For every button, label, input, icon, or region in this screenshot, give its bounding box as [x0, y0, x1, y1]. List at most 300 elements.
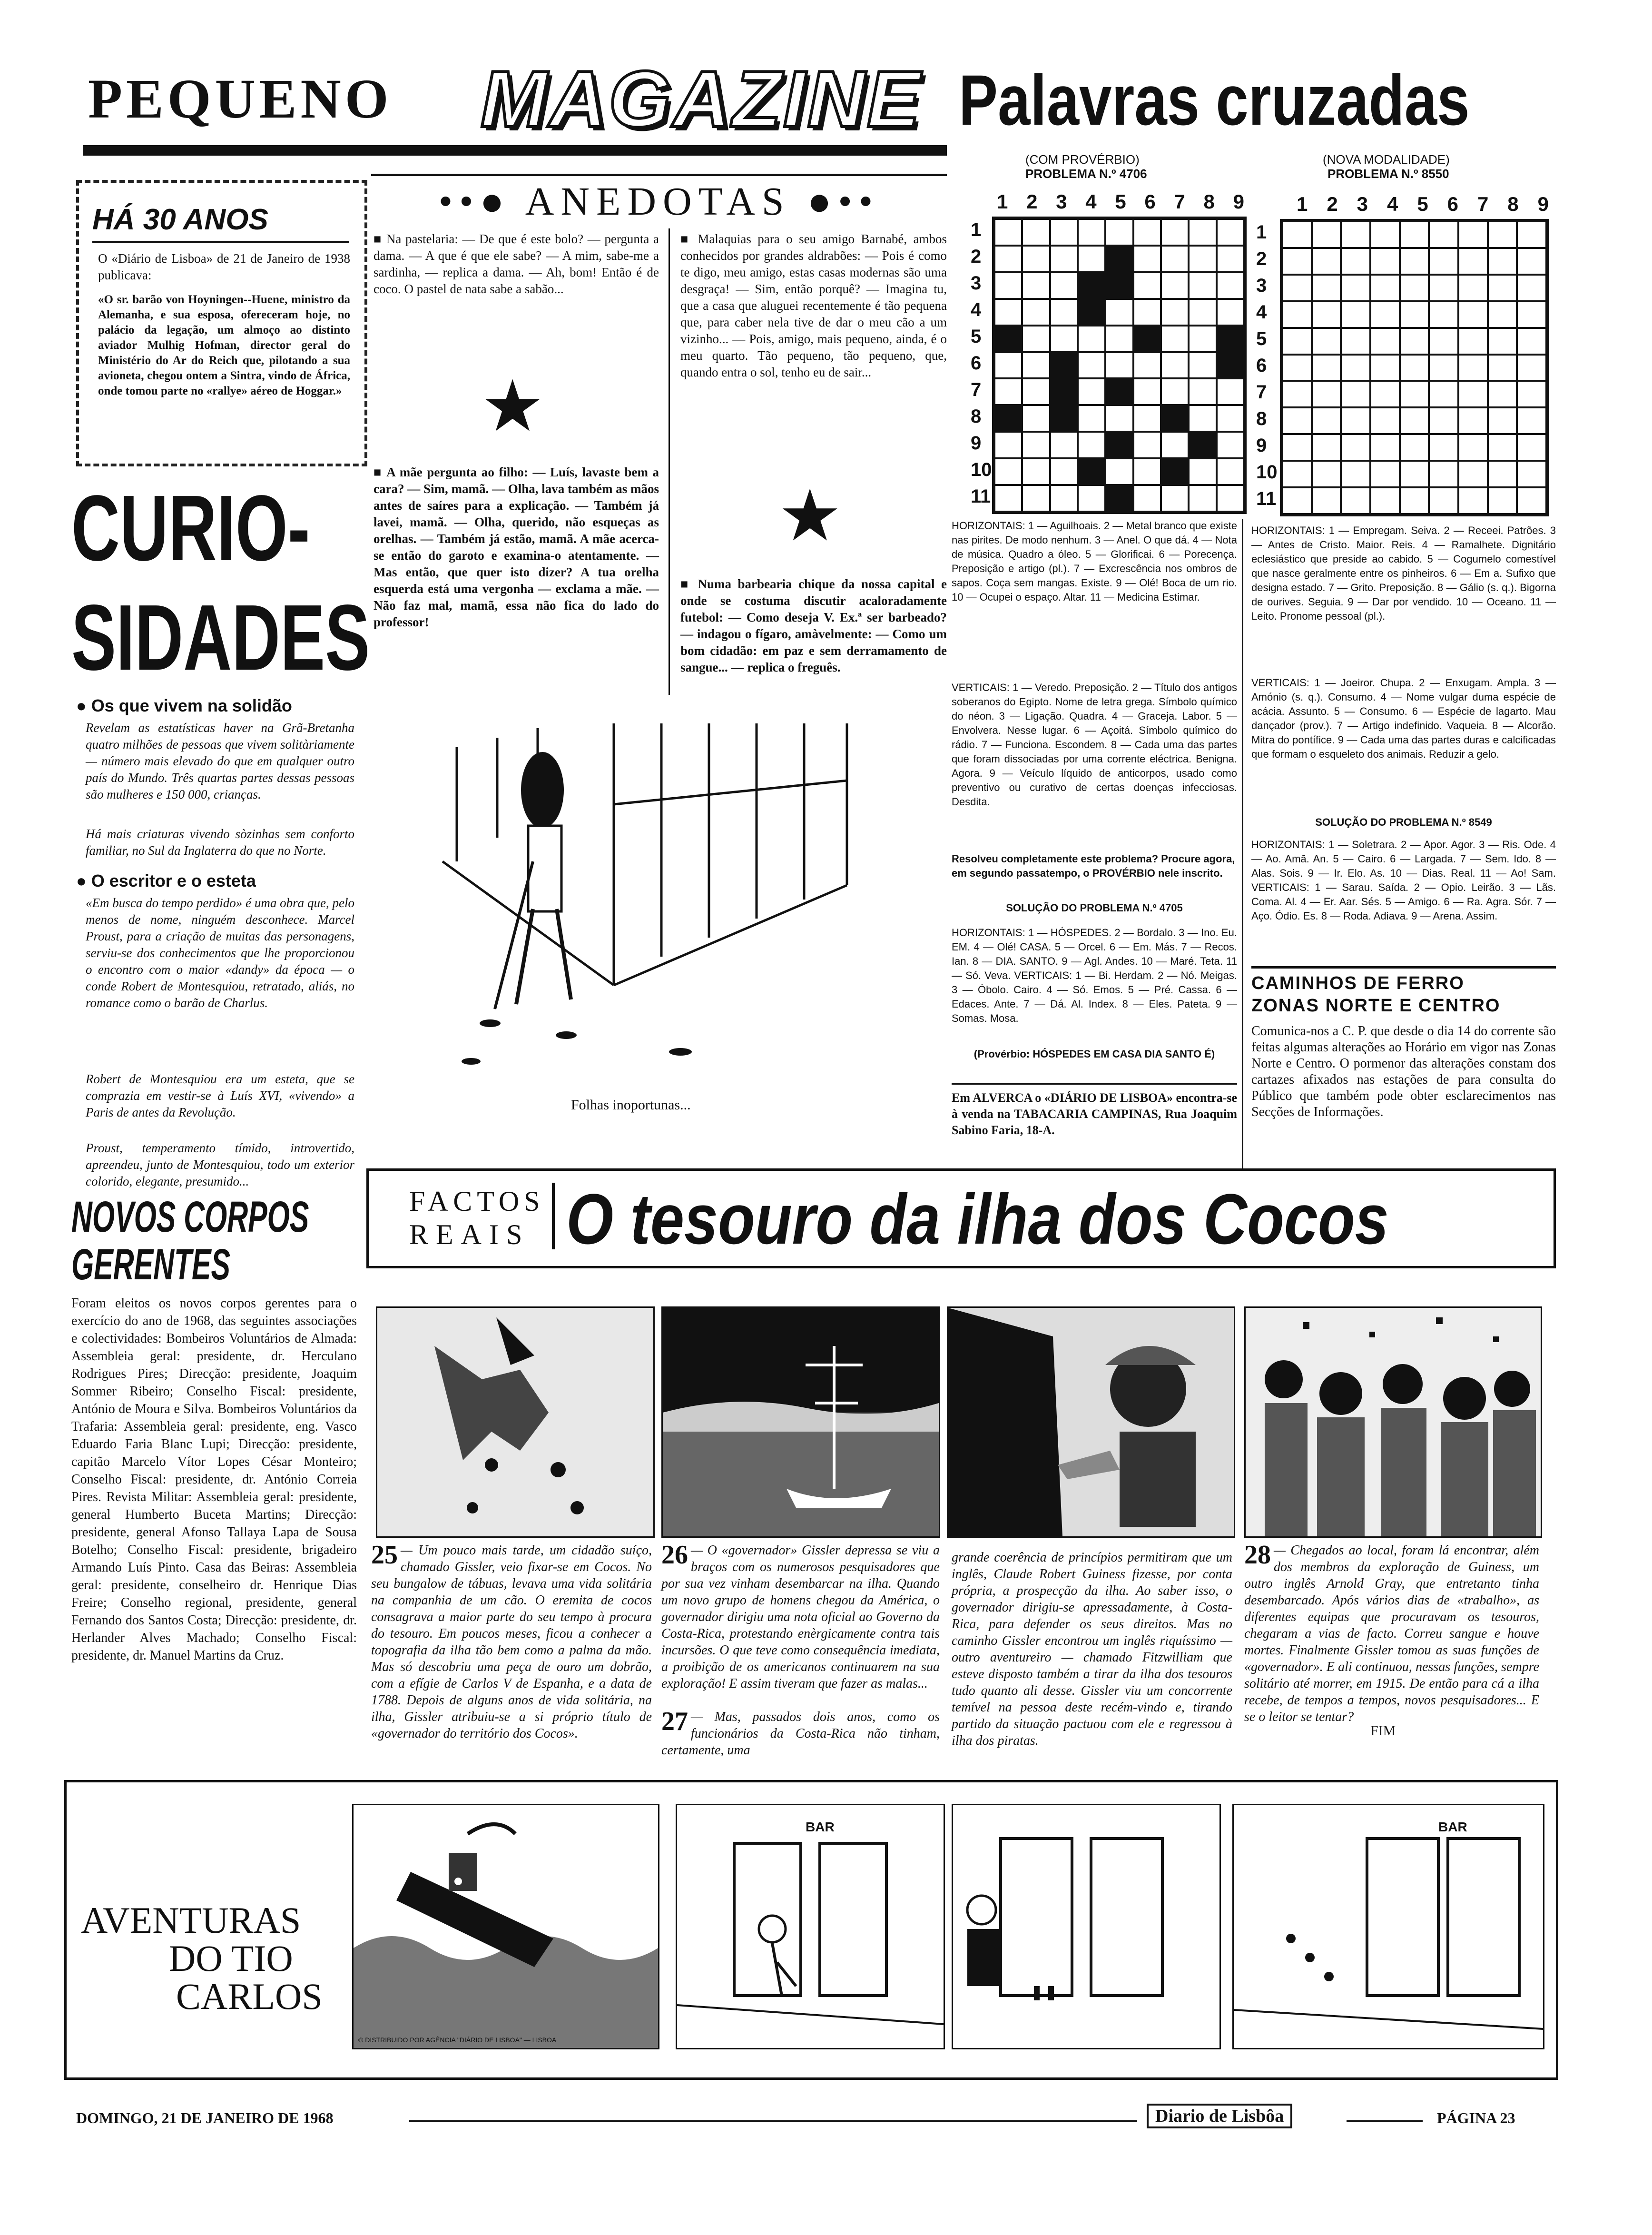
- crossword-cell: [1429, 434, 1458, 461]
- crossword-cell: [1022, 299, 1050, 326]
- crossword-cell: [1488, 301, 1517, 328]
- crossword-cell: [1370, 434, 1400, 461]
- crossword-cell: [1105, 326, 1133, 352]
- crossword-cell: [1161, 299, 1189, 326]
- crossword-cell: [1133, 432, 1161, 458]
- ha30-title: HÁ 30 ANOS: [92, 203, 268, 236]
- crossword-cell: [1517, 275, 1546, 301]
- crossword-cell: [1133, 485, 1161, 512]
- crossword-cell: [1105, 378, 1133, 405]
- crossword-cell: [1105, 485, 1133, 512]
- crossword-cell: [1312, 407, 1341, 434]
- curiosidades-title-2: SIDADES: [71, 585, 370, 690]
- cw2-col: 2: [1327, 193, 1338, 215]
- tio-bar-sign-1: BAR: [806, 1820, 835, 1834]
- crossword-cell: [1429, 355, 1458, 381]
- novos-title1: NOVOS CORPOS: [71, 1193, 309, 1241]
- curiosidades-sub1-text: Os que vivem na solidão: [91, 696, 292, 715]
- caminhos-text: Comunica-nos a C. P. que desde o dia 14 do corrente são feitas algumas alterações ao Horário em vigor nas Zonas Norte e Centro. O pormenor das alterações constam dos cartazes afixados nas estações de para consulta do Público que também pode obter esclarecimentos nas Secções de Informações.: [1251, 1024, 1556, 1119]
- crossword-cell: [1022, 219, 1050, 246]
- anedota-pastelaria: ■ Na pastelaria: — De que é este bolo? — pergunta a dama. — A que é que ele sabe? — A mim, sabe-me a sardinha, — replica a dama. — Ah, bom! Então é de coco. O pastel de nata sabe a sabão...: [374, 232, 659, 296]
- crossword-cell: [1370, 407, 1400, 434]
- ha30-intro: O «Diário de Lisboa» de 21 de Janeiro de 1938 publicava:: [98, 251, 350, 282]
- crossword-cell: [1161, 378, 1189, 405]
- cw1-row: 1: [971, 219, 982, 240]
- crossword-cell: [1105, 352, 1133, 379]
- crossword-cell: [1189, 405, 1216, 432]
- crossword-cell: [994, 405, 1022, 432]
- crossword-cell: [994, 299, 1022, 326]
- factos-label2: REAIS: [409, 1219, 530, 1250]
- tio-panel-2: [676, 1804, 945, 2049]
- crossword-cell: [994, 219, 1022, 246]
- crossword-cell: [1341, 461, 1370, 487]
- crossword-cell: [994, 432, 1022, 458]
- cw1-resolveu: Resolveu completamente este problema? Procure agora, em segundo passatempo, o PROVÉRBIO nele inscrito.: [952, 853, 1235, 879]
- crossword-cell: [1050, 272, 1078, 299]
- ha30-title-rule: [92, 241, 349, 243]
- crossword-cell: [1078, 458, 1105, 485]
- star-icon: ★: [778, 477, 842, 556]
- tio-panel-3: [952, 1804, 1221, 2049]
- crossword-cell: [1370, 275, 1400, 301]
- crossword-cell: [1189, 485, 1216, 512]
- crossword-cell: [1282, 434, 1312, 461]
- crossword-cell: [1429, 275, 1458, 301]
- crossword-cell: [1078, 378, 1105, 405]
- crossword-cell: [1078, 405, 1105, 432]
- crossword-cell: [1105, 272, 1133, 299]
- crossword-cell: [994, 352, 1022, 379]
- crossword-cell: [1133, 219, 1161, 246]
- crossword-cell: [1105, 405, 1133, 432]
- cw1-col: 7: [1174, 190, 1185, 213]
- crossword-cell: [1161, 405, 1189, 432]
- cw1-row: 6: [971, 353, 982, 374]
- cw1-col-numbers: [997, 190, 1244, 213]
- comic-panel-28: [1244, 1306, 1542, 1538]
- crossword-grid-4706: [992, 217, 1247, 514]
- tio-carlos-l3: CARLOS: [176, 1976, 323, 2017]
- ha30-box: [76, 180, 367, 466]
- crossword-cell: [1400, 487, 1429, 514]
- cw1-col: 3: [1056, 190, 1067, 213]
- crossword-cell: [1429, 221, 1458, 248]
- cw2-col: 8: [1507, 193, 1519, 215]
- crossword-cell: [1458, 328, 1488, 355]
- crossword-cell: [1370, 301, 1400, 328]
- cw2-verticais: VERTICAIS: 1 — Joeiror. Chupa. 2 — Enxugam. Ampla. 3 — Amónio (s. q.). Consumo. 4 — Nome vulgar duma espécie de acácia. Assunto. 5 — Consumo. 6 — Espécie de lagarto. Mau dançador (prov.). 7 — Artigo indefinido. Vaqueia. 8 — Alcorão. Mitra do pontífice. 9 — Cada uma das partes duras e calcificadas que formam o esqueleto dos animais. Reduzir a gelo.: [1251, 677, 1556, 760]
- factos-text-27: [661, 1709, 940, 1759]
- footer-date: DOMINGO, 21 DE JANEIRO DE 1968: [76, 2109, 334, 2126]
- crossword-cell: [1133, 272, 1161, 299]
- crossword-cell: [1217, 485, 1244, 512]
- factos-caption-27b: grande coerência de princípios permitiram que um inglês, Claude Robert Guiness fizesse, por conta própria, a prospecção da ilha. Ao saber isso, o governador dirigiu-se apressadamente, à Costa-Rica, para defender os seus direitos. Mas no caminho Gissler encontrou um inglês riquíssimo — outro aventureiro — chamado Fitzwilliam que esteve disposto também a tirar da ilha dos tesouros tudo quanto ali desse. Gissler viu um concorrente temível na pessoa deste recém-vindo e, tirando partido da situação pactuou com ele e regressou à ilha dos piratas.: [952, 1550, 1232, 1748]
- magazine-word: MAGAZINE: [481, 54, 922, 144]
- curiosidades-text2b: Robert de Montesquiou era um esteta, que se comprazia em vestir-se à Luís XVI, «vivendo» a Paris de antes da Revolução.: [86, 1072, 354, 1119]
- crossword-cell: [1458, 381, 1488, 407]
- cw2-row: 1: [1256, 222, 1267, 243]
- crossword-cell: [1370, 461, 1400, 487]
- crossword-cell: [1050, 352, 1078, 379]
- crossword-cell: [994, 458, 1022, 485]
- cw1-row: 3: [971, 273, 982, 294]
- crossword-cell: [1488, 407, 1517, 434]
- crossword-cell: [1133, 326, 1161, 352]
- crossword-cell: [1050, 458, 1078, 485]
- cw2-horizontais: HORIZONTAIS: 1 — Empregam. Seiva. 2 — Receei. Patrões. 3 — Antes de Cristo. Maior. Reis. 4 — Ramalhete. Dignitário eclesiástico que preside ao cabido. 5 — Cogumelo comestível que nasce geralmente entre os pinheiros. 6 — Em a. Sufixo que designa estado. 7 — Grito. Preposição. 8 — Gálio (s. q.). Bigorna de ourives. Seguia. 9 — Dar por vendido. 10 — Oceano. 11 — Leito. Pronome pessoal (pl.).: [1251, 524, 1556, 622]
- cw1-col: 4: [1085, 190, 1097, 213]
- cw2-row: 7: [1256, 382, 1267, 403]
- crossword-cell: [1312, 381, 1341, 407]
- factos-caption-25: — Um pouco mais tarde, um cidadão suíço, chamado Gissler, veio fixar-se em Cocos. No seu bungalow de tábuas, levava uma vida solitária na companhia de um cão. O eremita de cocos consagrava a maior parte do seu tempo à procura do tesouro. Em poucos meses, ficou a conhecer a topografia da ilha tão bem como a palma da mão. Mas só descobriu uma peça de ouro um dobrão, com a efígie de Carlos V de Espanha, e a data de 1788. Depois de alguns anos de vida solitária, na ilha, Gissler atribuiu-se a si próprio título de «governador do território dos Cocos».: [371, 1543, 652, 1741]
- crossword-cell: [1488, 221, 1517, 248]
- crossword-cell: [1341, 487, 1370, 514]
- crossword-cell: [1488, 275, 1517, 301]
- crossword-cell: [1458, 355, 1488, 381]
- footer-page: PÁGINA 23: [1437, 2109, 1515, 2126]
- crossword-cell: [1282, 461, 1312, 487]
- cw2-row: 2: [1256, 248, 1267, 269]
- anedota-malaquias: ■ Malaquias para o seu amigo Barnabé, ambos conhecidos por grandes aldrabões: — Pois é como te digo, meu amigo, estas casas modernas são uma desgraça! — Sim, então porquê? — Imagina tu, que a casa que aluguei recentemente é tão pequena que, para caber nela tive de dar o meu cão a um vizinho... — Pois, amigo, mais pequeno, ainda, é o meu quarto. Tão pequeno, tão pequeno, que, quando entra o sol, tenho eu de sair...: [680, 232, 947, 379]
- factos-label1: FACTOS: [409, 1186, 545, 1217]
- crossword-cell: [1105, 299, 1133, 326]
- crossword-cell: [1022, 272, 1050, 299]
- crossword-cell: [1282, 355, 1312, 381]
- caminhos-title1: CAMINHOS DE FERRO: [1251, 973, 1465, 993]
- crossword-cell: [1517, 221, 1546, 248]
- cw2-col: 7: [1477, 193, 1489, 215]
- crossword-cell: [1050, 378, 1078, 405]
- crossword-cell: [1161, 326, 1189, 352]
- crossword-cell: [1429, 328, 1458, 355]
- crossword-cell: [1370, 221, 1400, 248]
- crossword-cell: [1282, 328, 1312, 355]
- crossword-cell: [1022, 378, 1050, 405]
- crossword-cell: [1312, 221, 1341, 248]
- crossword-cell: [1133, 458, 1161, 485]
- cw2-row: 10: [1256, 462, 1278, 483]
- crossword-cell: [1400, 381, 1429, 407]
- crossword-cell: [994, 272, 1022, 299]
- tio-panel-4: [1232, 1804, 1544, 2049]
- crossword-cell: [1429, 381, 1458, 407]
- crossword-cell: [1488, 434, 1517, 461]
- crossword-cell: [1050, 246, 1078, 272]
- factos-divider: [552, 1183, 555, 1249]
- factos-num-25: 25: [371, 1540, 398, 1570]
- crossword-cell: [1517, 487, 1546, 514]
- tio-carlos-l1: AVENTURAS: [81, 1899, 301, 1941]
- cw1-row: 9: [971, 433, 982, 454]
- crossword-cell: [1458, 407, 1488, 434]
- cw2-header1: (NOVA MODALIDADE): [1323, 152, 1450, 167]
- anedotas-col-rule: [669, 228, 670, 695]
- crossword-cell: [1078, 432, 1105, 458]
- crossword-cell: [1458, 221, 1488, 248]
- crossword-cell: [1370, 355, 1400, 381]
- crossword-cell: [1217, 405, 1244, 432]
- crossword-cell: [1429, 248, 1458, 275]
- crossword-cell: [1517, 381, 1546, 407]
- crossword-cell: [1133, 378, 1161, 405]
- crossword-cell: [1429, 487, 1458, 514]
- palavras-cruzadas-title: Palavras cruzadas: [959, 60, 1470, 140]
- crossword-cell: [994, 378, 1022, 405]
- crossword-cell: [1282, 301, 1312, 328]
- crossword-cell: [1429, 301, 1458, 328]
- crossword-cell: [1517, 407, 1546, 434]
- crossword-cell: [1488, 381, 1517, 407]
- crossword-cell: [1517, 434, 1546, 461]
- cw1-header2: PROBLEMA N.º 4706: [1025, 167, 1147, 181]
- crossword-cell: [1217, 219, 1244, 246]
- crossword-cell: [1458, 248, 1488, 275]
- factos-num-28: 28: [1244, 1540, 1271, 1570]
- curiosidades-text1: Revelam as estatísticas haver na Grã-Bretanha quatro milhões de pessoas que vivem solitàriamente — número mais elevado do que em qualquer outro país do Mundo. Três quartas partes dessas pessoas são mulheres e 150 000, crianças.: [86, 721, 354, 801]
- crossword-cell: [1022, 405, 1050, 432]
- crossword-cell: [1133, 352, 1161, 379]
- cw1-row: 2: [971, 246, 982, 267]
- cw2-col: 6: [1447, 193, 1458, 215]
- crossword-cell: [1217, 246, 1244, 272]
- crossword-cell: [1078, 246, 1105, 272]
- crossword-cell: [1341, 248, 1370, 275]
- cw1-header1: (COM PROVÉRBIO): [1025, 152, 1140, 167]
- crossword-cell: [1189, 246, 1216, 272]
- crossword-cell: [1133, 299, 1161, 326]
- crossword-cell: [1217, 378, 1244, 405]
- crossword-cell: [1105, 458, 1133, 485]
- star-icon: ★: [481, 367, 545, 446]
- crossword-cell: [1161, 272, 1189, 299]
- crossword-cell: [1217, 458, 1244, 485]
- alverca-notice: Em ALVERCA o «DIÁRIO DE LISBOA» encontra-se à venda na TABACARIA CAMPINAS, Rua Joaquim Sabino Faria, 18-A.: [952, 1091, 1237, 1137]
- crossword-cell: [1161, 246, 1189, 272]
- cw1-solucao: HORIZONTAIS: 1 — HÓSPEDES. 2 — Bordalo. 3 — Ino. Eu. EM. 4 — Olé! CASA. 5 — Orcel. 6 — Em. Más. 7 — Recos. Ian. 8 — DIA. SANTO. 9 — Agl. Andes. 10 — Maré. Teta. 11 — Só. Veva. VERTICAIS: 1 — Bi. Herdam. 2 — Nó. Meigas. 3 — Óbolo. Cairo. 4 — Só. Emos. 5 — Pré. Cassa. 6 — Edaces. Ante. 7 — Dá. Al. Index. 8 — Eles. Pateta. 9 — Somas. Mosa.: [952, 927, 1237, 1024]
- factos-text-26: [661, 1542, 940, 1692]
- crossword-cell: [1488, 328, 1517, 355]
- crossword-cell: [1400, 221, 1429, 248]
- curiosidades-text1b: Há mais criaturas vivendo sòzinhas sem conforto familiar, no Sul da Inglaterra do que no Norte.: [86, 827, 354, 858]
- crossword-cell: [1078, 326, 1105, 352]
- cw1-row: 11: [971, 486, 991, 507]
- crossword-cell: [1133, 405, 1161, 432]
- crossword-cell: [1050, 219, 1078, 246]
- cw2-row: 11: [1256, 488, 1277, 509]
- footer-rule-left: [409, 2120, 1137, 2122]
- cw1-proverbio: (Provérbio: HÓSPEDES EM CASA DIA SANTO É): [974, 1048, 1215, 1060]
- factos-text-25: [371, 1542, 652, 1742]
- crossword-cell: [1022, 326, 1050, 352]
- crossword-cell: [1282, 487, 1312, 514]
- crossword-cell: [1282, 248, 1312, 275]
- curiosidades-sub2-text: O escritor e o esteta: [91, 871, 256, 890]
- crossword-cell: [1341, 355, 1370, 381]
- cw2-row: 8: [1256, 408, 1267, 429]
- crossword-cell: [1189, 326, 1216, 352]
- factos-num-26: 26: [661, 1540, 688, 1570]
- crossword-cell: [1400, 248, 1429, 275]
- ha30-text: «O sr. barão von Hoyningen--Huene, ministro da Alemanha, e sua esposa, ofereceram hoje, no palácio da legação, um almoço ao distinto aviador Mulhig Hofman, director geral do Ministério do Ar do Reich que, pilotando a sua avioneta, chegou ontem a Sintra, vindo de África, onde tomou parte no «rallye» aéreo de Hoggar.»: [98, 293, 350, 397]
- crossword-cell: [1400, 301, 1429, 328]
- factos-text-28: [1244, 1542, 1539, 1725]
- crossword-cell: [1488, 355, 1517, 381]
- cw1-row: 8: [971, 406, 982, 427]
- crossword-cell: [1370, 328, 1400, 355]
- crossword-cell: [1429, 407, 1458, 434]
- cw1-col: 6: [1144, 190, 1156, 213]
- cw2-col: 1: [1297, 193, 1308, 215]
- crossword-cell: [1517, 461, 1546, 487]
- crossword-cell: [1312, 434, 1341, 461]
- crossword-cell: [1078, 219, 1105, 246]
- footer-rule-right: [1347, 2120, 1423, 2122]
- crossword-cell: [1022, 352, 1050, 379]
- crossword-cell: [1458, 487, 1488, 514]
- cw2-solucao: HORIZONTAIS: 1 — Soletrara. 2 — Apor. Agor. 3 — Ris. Ode. 4 — Ao. Amã. An. 5 — Cairo. 6 — Largada. 7 — Sem. Ido. 8 — Alas. Sois. 9 — Ir. Elo. As. 10 — Dias. Real. 11 — Ao! Sam. VERTICAIS: 1 — Sarau. Saída. 2 — Opio. Leirão. 3 — Lãs. Coma. Al. 4 — Er. Aar. Sés. 5 — Amigo. 6 — Ra. Agra. Sór. 7 — Aço. Ódio. Es. 8 — Roda. Adiava. 9 — Arena. Assim.: [1251, 839, 1556, 922]
- crossword-cell: [1370, 487, 1400, 514]
- cw1-row-numbers: [971, 217, 990, 510]
- cw1-solucao-title: SOLUÇÃO DO PROBLEMA N.º 4705: [1006, 902, 1183, 914]
- crossword-cell: [1458, 275, 1488, 301]
- cw1-col: 8: [1203, 190, 1215, 213]
- factos-caption-26: — O «governador» Gissler depressa se viu a braços com os numerosos pesquisadores que por sua vez vinham desembarcar na ilha. Quando um novo grupo de homens chegou da América, o governador dirigiu uma nota oficial ao Governo da Costa-Rica, protestando enèrgicamente contra tais incursões. O que teve como consequência imediata, a proibição de os americanos continuarem na sua exploração! E assim tiveram que fazer as malas...: [661, 1543, 940, 1691]
- footer-paper: Diario de Lisbôa: [1147, 2104, 1292, 2128]
- cw1-col: 9: [1233, 190, 1244, 213]
- crossword-cell: [1282, 407, 1312, 434]
- crossword-cell: [1189, 432, 1216, 458]
- cw2-row: 9: [1256, 435, 1267, 456]
- cw2-col: 4: [1386, 193, 1398, 215]
- crossword-cell: [1400, 275, 1429, 301]
- comic-panel-27: [947, 1306, 1235, 1538]
- crossword-cell: [1161, 485, 1189, 512]
- novos-text: Foram eleitos os novos corpos gerentes para o exercício do ano de 1968, das seguintes associações e colectividades: Bombeiros Voluntários de Almada: Assembleia geral: presidente, dr. Herculano Rodrigues Pires; Direcção: presidente, Joaquim Sommer Ribeiro; Conselho Fiscal: presidente, António de Moura e Silva. Bombeiros Voluntários da Trafaria: Assembleia geral: presidente, eng. Vasco Eduardo Faria Blanc Lupi; Direcção: presidente, capitão Marcelo Vítor Lopes César Monteiro; Conselho Fiscal: presidente, dr. António Correia Pires. Revista Militar: Assembleia geral: presidente, general Humberto Buceta Martins; Direcção: presidente, general Afonso Tallaya Lapa de Sousa Botelho; Conselho Fiscal: presidente, brigadeiro Armando Luís Pinto. Casa das Beiras: Assembleia geral: presidente, conselheiro dr. Henrique Dias Freire; Conselho regional, presidente, general Fernando dos Santos Costa; Direcção: presidente, dr. Herlander Alves Machado; Conselho Fiscal: presidente, dr. Manuel Martins da Cruz.: [71, 1296, 357, 1663]
- crossword-cell: [1341, 434, 1370, 461]
- crossword-cell: [1370, 381, 1400, 407]
- tio-credit: © DISTRIBUIDO POR AGÊNCIA "DIÁRIO DE LISBOA" — LISBOA: [358, 2036, 557, 2044]
- crossword-cell: [1400, 461, 1429, 487]
- crossword-cell: [1488, 487, 1517, 514]
- cw1-row: 10: [971, 459, 992, 480]
- novos-title2: GERENTES: [71, 1240, 231, 1289]
- comic-panel-25: [376, 1306, 655, 1538]
- cw2-col: 5: [1417, 193, 1428, 215]
- crossword-cell: [1282, 381, 1312, 407]
- crossword-cell: [1341, 301, 1370, 328]
- crossword-cell: [1458, 461, 1488, 487]
- anedota-barbearia: ■ Numa barbearia chique da nossa capital e onde se costuma discutir acaloradamente futebol: — Como deseja V. Ex.ª ser barbeado? — indagou o fígaro, amàvelmente: — Como um bom cidadão: em paz e sem derramamento de sangue... — replica o freguês.: [680, 577, 947, 674]
- cartoon-caption: Folhas inoportunas...: [571, 1097, 691, 1113]
- cw2-col: 3: [1357, 193, 1368, 215]
- curiosidades-title-1: CURIO-: [71, 476, 310, 580]
- caminhos-top-rule: [1251, 966, 1556, 969]
- cw1-col: 5: [1115, 190, 1126, 213]
- cw2-col-numbers: [1297, 193, 1549, 216]
- crossword-cell: [994, 326, 1022, 352]
- cw1-horizontais: HORIZONTAIS: 1 — Aguilhoais. 2 — Metal branco que existe nas pirites. De modo nenhum. 3 — Anel. O que dá. 4 — Nota de música. Quadro a óleo. 5 — Glorificai. 6 — Porecença. Preposição e artigo (pl.). 7 — Excrescência nos ombros de sapos. Coça sem mangas. Existe. 9 — Olé! Boca de um rio. 10 — Ocupei o espaço. Altar. 11 — Medicina Estimar.: [952, 520, 1237, 603]
- crossword-cell: [1312, 275, 1341, 301]
- crossword-cell: [1312, 328, 1341, 355]
- crossword-cell: [1078, 352, 1105, 379]
- crossword-cell: [1458, 434, 1488, 461]
- cw2-header2: PROBLEMA N.º 8550: [1328, 167, 1449, 181]
- crossword-cell: [1400, 328, 1429, 355]
- cw2-row-numbers: [1256, 219, 1278, 512]
- factos-title: O tesouro da ilha dos Cocos: [566, 1179, 1389, 1259]
- alverca-rule: [952, 1083, 1237, 1085]
- factos-caption-28: — Chegados ao local, foram lá encontrar, além dos membros da exploração de Guiness, um outro inglês Arnold Gray, que entretanto tinha desembarcado. Após vários dias de «trabalho», as diferentes equipas que procuravam os tesouros, chegaram a vias de facto. Correu sangue e houve mortes. Finalmente Gissler tomou as suas funções de «governador». E ali continuou, nessas funções, sempre solitário até morrer, em 1915. De então para cá a ilha recebe, de tempos a tempos, novos pesquisadores... E se o leitor se tentar?: [1244, 1543, 1539, 1724]
- factos-caption-27: — Mas, passados dois anos, como os funcionários da Costa-Rica não tinham, certamente, uma: [661, 1710, 940, 1758]
- cw-col-rule: [1242, 519, 1243, 1171]
- crossword-cell: [1341, 407, 1370, 434]
- crossword-cell: [1161, 219, 1189, 246]
- anedotas-top-rule: [371, 174, 947, 176]
- crossword-cell: [1050, 326, 1078, 352]
- factos-fim: FIM: [1370, 1723, 1396, 1739]
- crossword-cell: [1341, 328, 1370, 355]
- cw2-row: 5: [1256, 328, 1267, 349]
- curiosidades-text2c: Proust, temperamento tímido, introvertido, apreendeu, junto de Montesquiou, todo um exterior colorido, elegante, presumido...: [86, 1141, 354, 1188]
- crossword-cell: [1161, 352, 1189, 379]
- crossword-cell: [1517, 248, 1546, 275]
- crossword-cell: [1458, 301, 1488, 328]
- cw1-row: 5: [971, 326, 982, 347]
- anedotas-title: ••● ANEDOTAS ●••: [438, 179, 880, 224]
- comic-panel-26: [661, 1306, 940, 1538]
- cw2-solucao-title: SOLUÇÃO DO PROBLEMA N.º 8549: [1315, 816, 1492, 828]
- crossword-grid-8550: [1280, 219, 1549, 516]
- crossword-cell: [1050, 485, 1078, 512]
- crossword-cell: [1312, 248, 1341, 275]
- tio-panel-1: [352, 1804, 659, 2049]
- curiosidades-sub2: ● O escritor e o esteta: [76, 871, 256, 890]
- crossword-cell: [1282, 275, 1312, 301]
- crossword-cell: [1189, 378, 1216, 405]
- cw2-row: 4: [1256, 302, 1267, 323]
- crossword-cell: [1078, 485, 1105, 512]
- crossword-cell: [1312, 487, 1341, 514]
- cw2-col: 9: [1537, 193, 1549, 215]
- crossword-cell: [1189, 299, 1216, 326]
- crossword-cell: [1517, 355, 1546, 381]
- crossword-cell: [1189, 458, 1216, 485]
- cw2-row: 3: [1256, 275, 1267, 296]
- crossword-cell: [1517, 301, 1546, 328]
- crossword-cell: [1050, 405, 1078, 432]
- crossword-cell: [1022, 246, 1050, 272]
- crossword-cell: [1517, 328, 1546, 355]
- cw1-row: 4: [971, 299, 982, 320]
- crossword-cell: [1312, 355, 1341, 381]
- crossword-cell: [1488, 248, 1517, 275]
- anedota-mae-filho: ■ A mãe pergunta ao filho: — Luís, lavaste bem a cara? — Sim, mamã. — Olha, lava também as mãos antes de saíres para a explicação. — Também já lavei, mamã. — Olha, querido, não esqueças as orelhas. — Também já estão, mamã. A mãe acerca-se então do garoto e examina-o atentamente. — Mas então, que quer isto dizer? A tua orelha esquerda está uma vergonha — exclama a mãe. — Não faz mal, mamã, essa não fica do lado do professor!: [374, 465, 659, 629]
- caminhos-title2: ZONAS NORTE E CENTRO: [1251, 996, 1501, 1016]
- crossword-cell: [1050, 299, 1078, 326]
- crossword-cell: [994, 246, 1022, 272]
- crossword-cell: [1312, 461, 1341, 487]
- cw1-col: 1: [997, 190, 1008, 213]
- crossword-cell: [1105, 246, 1133, 272]
- crossword-cell: [1078, 272, 1105, 299]
- crossword-cell: [1429, 461, 1458, 487]
- crossword-cell: [1105, 219, 1133, 246]
- crossword-cell: [1022, 432, 1050, 458]
- pequeno-word: PEQUENO: [88, 68, 393, 130]
- crossword-cell: [1312, 301, 1341, 328]
- crossword-cell: [1400, 355, 1429, 381]
